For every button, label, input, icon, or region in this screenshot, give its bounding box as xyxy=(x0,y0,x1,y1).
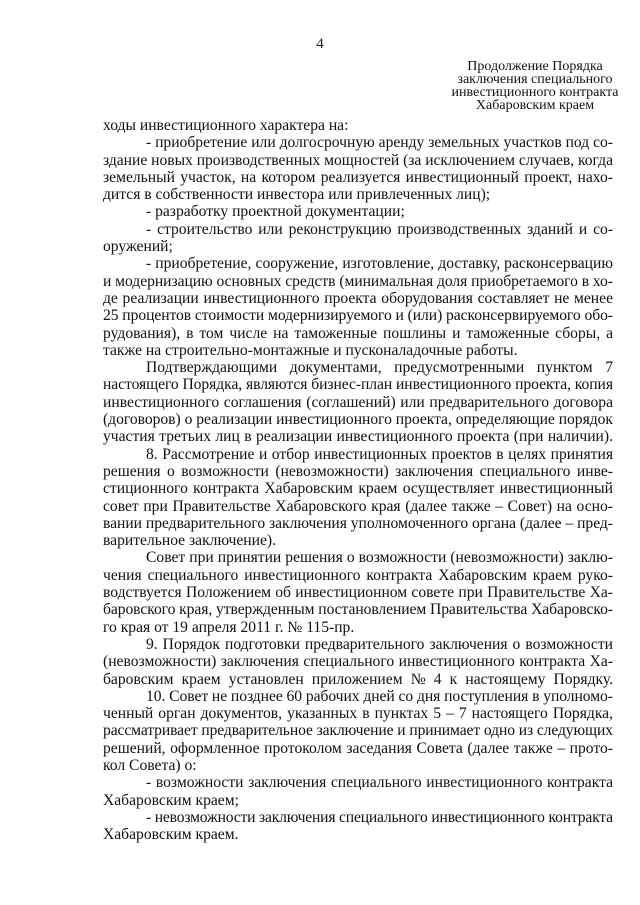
text-line: кол Совета) о: xyxy=(103,756,197,774)
text-line: Совет при принятии решения о возможности (невозможности) заклю- xyxy=(146,549,613,567)
text-line: совет при Правительстве Хабаровского края (далее также – Совет) на осно- xyxy=(103,497,613,515)
text-line: Хабаровским краем. xyxy=(103,826,239,844)
text-line: также на строительно-монтажные и пусконаладочные работы. xyxy=(103,341,518,359)
text-line: участия третьих лиц в реализации инвестиционного проекта (при наличии). xyxy=(103,428,613,446)
page-number: 4 xyxy=(316,36,324,52)
text-line: дится в собственности инвестора или привлеченных лиц); xyxy=(103,186,491,204)
text-line: - приобретение или долгосрочную аренду земельных участков под со- xyxy=(146,134,613,152)
text-line: (договоров) о реализации инвестиционного проекта, определяющие порядок xyxy=(103,411,613,429)
text-line: 9. Порядок подготовки предварительного заключения о возможности xyxy=(146,635,613,653)
text-line: оружений; xyxy=(103,238,173,256)
text-line: земельный участок, на котором реализуется инвестиционный проект, нахо- xyxy=(103,168,613,186)
text-line: 8. Рассмотрение и отбор инвестиционных проектов в целях принятия xyxy=(146,445,613,463)
text-line: инвестиционного соглашения (соглашений) или предварительного договора xyxy=(103,393,613,411)
text-line: 25 процентов стоимости модернизируемого и (или) расконсервируемого обо- xyxy=(103,307,613,325)
text-line: - невозможности заключения специального инвестиционного контракта xyxy=(146,808,613,826)
text-line: ходы инвестиционного характера на: xyxy=(103,117,349,134)
text-line: (невозможности) заключения специального инвестиционного контракта Ха- xyxy=(103,653,613,671)
text-line: го края от 19 апреля 2011 г. № 115-пр. xyxy=(103,618,355,636)
header-note-line: Хабаровским краем xyxy=(475,98,595,113)
header-note-line: Продолжение Порядка xyxy=(467,59,603,74)
text-line: настоящего Порядка, являются бизнес-план инвестиционного проекта, копия xyxy=(103,376,613,394)
text-line: решения о возможности (невозможности) заключения специального инве- xyxy=(103,462,613,480)
text-line: стиционного контракта Хабаровским краем осуществляет инвестиционный xyxy=(103,480,613,498)
header-note-line: заключения специального xyxy=(457,72,613,87)
text-line: де реализации инвестиционного проекта оборудования составляет не менее xyxy=(103,289,613,307)
text-line: вании предварительного заключения уполномоченного органа (далее – пред- xyxy=(103,514,613,532)
text-line: рудования), в том числе на таможенные пошлины и таможенные сборы, а xyxy=(103,324,613,342)
text-line: Хабаровским краем; xyxy=(103,791,239,809)
text-line: решений, оформленное протоколом заседания Совета (далее также – прото- xyxy=(103,739,613,757)
text-line: баровского края, утвержденным постановлением Правительства Хабаровско- xyxy=(103,601,613,619)
text-line: 10. Совет не позднее 60 рабочих дней со дня поступления в уполномо- xyxy=(146,687,613,705)
header-note-line: инвестиционного контракта xyxy=(451,85,619,100)
text-line: здание новых производственных мощностей (за исключением случаев, когда xyxy=(103,151,613,169)
text-line: - строительство или реконструкцию производственных зданий и со- xyxy=(146,220,613,238)
document-body xyxy=(103,117,613,843)
document-header-note xyxy=(440,60,630,112)
text-line: Подтверждающими документами, предусмотренными пунктом 7 xyxy=(146,359,613,377)
text-line: чения специального инвестиционного контракта Хабаровским краем руко- xyxy=(103,566,613,584)
text-line: - приобретение, сооружение, изготовление, доставку, расконсервацию xyxy=(146,255,613,273)
text-line: и модернизацию основных средств (минимальная доля приобретаемого в хо- xyxy=(103,272,613,290)
text-line: ченный орган документов, указанных в пунктах 5 – 7 настоящего Порядка, xyxy=(103,705,613,723)
text-line: водствуется Положением об инвестиционном совете при Правительстве Ха- xyxy=(103,584,613,602)
text-line: - возможности заключения специального инвестиционного контракта xyxy=(146,774,613,792)
text-line: рассматривает предварительное заключение и принимает одно из следующих xyxy=(103,722,613,740)
text-line: - разработку проектной документации; xyxy=(146,203,405,221)
text-line: варительное заключение). xyxy=(103,532,276,550)
text-line: баровским краем установлен приложением № 4 к настоящему Порядку. xyxy=(103,670,613,688)
